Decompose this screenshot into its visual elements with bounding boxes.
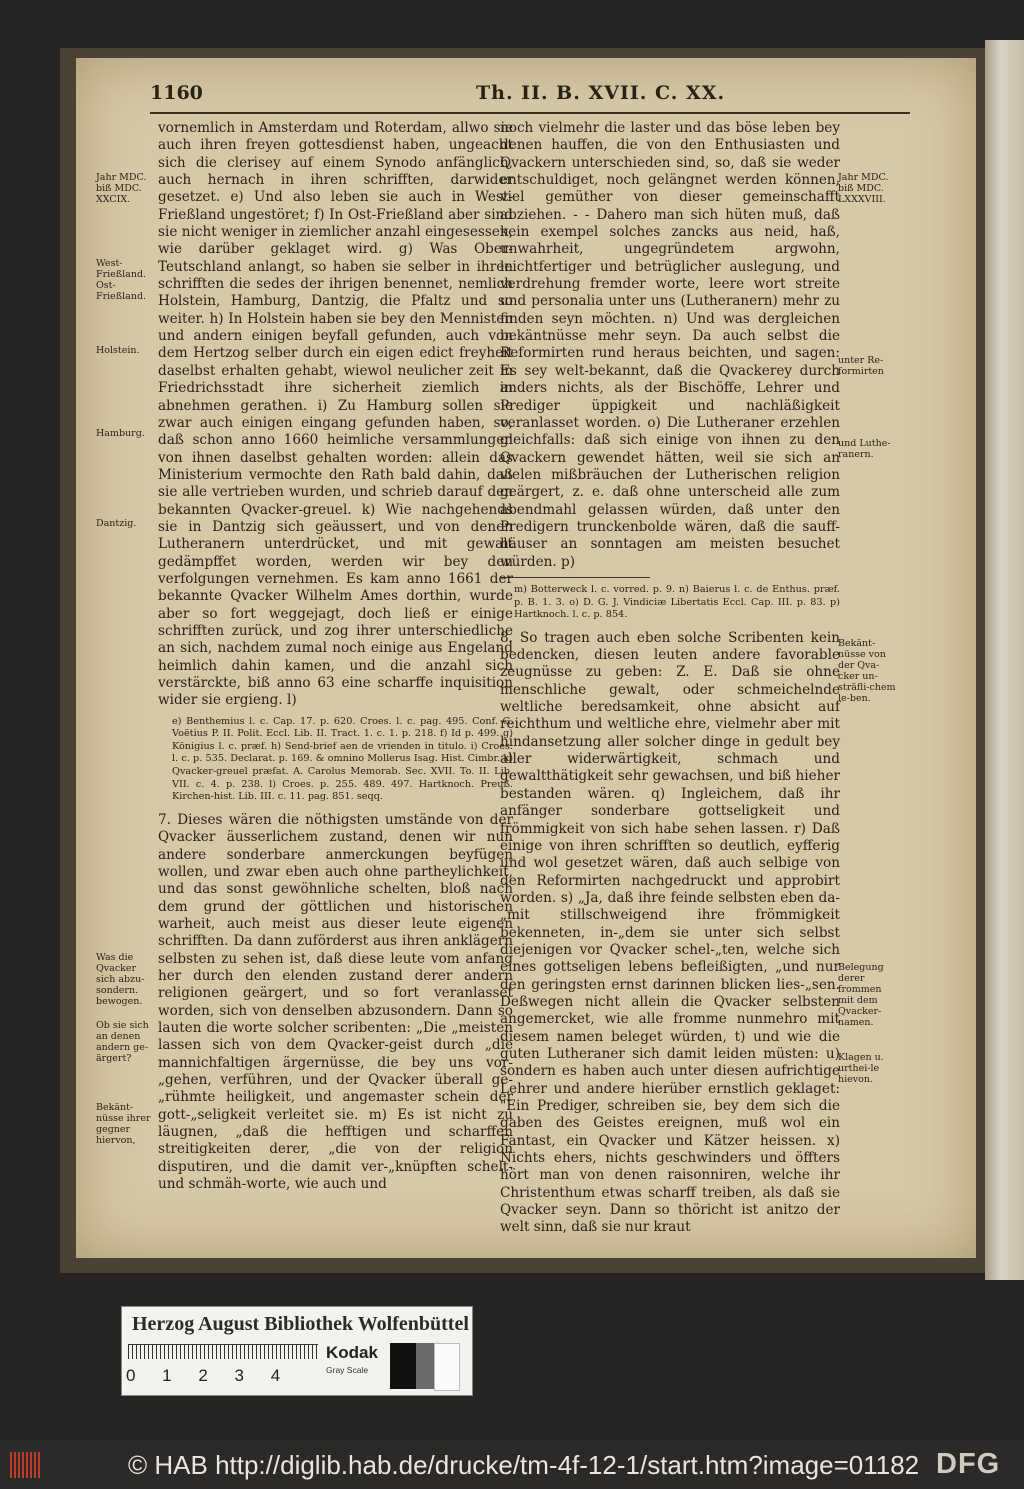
black-patch: [390, 1343, 416, 1389]
page-number: 1160: [150, 82, 203, 104]
white-patch: [434, 1343, 460, 1391]
margin-note-right: unter Re-formirten: [838, 355, 884, 377]
dfg-logo: DFG: [936, 1448, 1001, 1480]
gray-patch: [416, 1343, 434, 1389]
margin-note-right: und Luthe-ranern.: [838, 438, 891, 460]
margin-note-left: Was die Qvacker sich abzu-sondern. bewogen.: [96, 952, 145, 1007]
ruler-numbers: 0 1 2 3 4: [126, 1366, 281, 1385]
left-text-column: [158, 120, 513, 1193]
paragraph: 7. Dieses wären die nöthigsten umstände von der Qvacker äusserlichem zustand, denen wir nun andere sonderbare anmerckungen beyfügen wollen, und zwar eben auch ohne partheylichkeit, und das sonst gewöhnliche schelten, bloß nach dem grund der göttlichen und historischen warheit, auch meist aus dieser leute eigenen schrifften. Da dann zuförderst aus ihren anklägern selbsten zu sehen ist, daß diese leute vom anfang her durch den elenden zustand derer andern religionen geärgert, und so fort veranlasset worden, sich von denselben abzusondern. Dann so lauten die worte solcher scribenten: „Die „meisten lassen sich von dem Qvacker-geist durch „die mannichfaltigen ärgernüsse, die bey uns vor-„gehen, verführen, und der Qvacker überall ge-„rühmte heiligkeit, und angemaster schein der gott-„seligkeit verleitet sie. m) Es ist nicht zu läugnen, „daß die hefftigen und scharffen streitigkeiten derer, „die von der religion disputiren, und die damit ver-„knüpften schelt- und schmäh-worte, wie auch und: [158, 811, 513, 1193]
viewer-footer: [0, 1440, 1024, 1489]
margin-note-right: Belegung derer frommen mit dem Qvacker-namen.: [838, 962, 884, 1028]
library-name: Herzog August Bibliothek Wolfenbüttel: [132, 1313, 469, 1335]
footnote-block: m) Botterweck l. c. vorred. p. 9. n) Baierus l. c. de Enthus. præf. p. B. 1. 3. o) D. G. J. Vindiciæ Libertatis Eccl. Cap. III. p. 83. p) Hartknoch. l. c. p. 854.: [514, 583, 840, 621]
right-text-column: [500, 120, 840, 1237]
kodak-logo: Kodak: [326, 1343, 378, 1362]
paragraph: 8. So tragen auch eben solche Scribenten kein bedencken, diesen leuten andere favorable zeugnüsse zu geben: Z. E. Daß sie ohne menschliche gewalt, oder schmeichelnde weltliche beredsamkeit, ohne absicht auf reichthum und weltliche ehre, vielmehr aber mit hindansetzung aller solcher dinge in gedult bey aller widerwärtigkeit, schmach und gewaltthätigkeit sehr gewachsen, und biß hieher bestanden wären. q) Ingleichem, daß ihr anfänger sonderbare gottseligkeit und frömmigkeit von sich habe sehen lassen. r) Daß einige von ihren schrifften so deutlich, eyfferig und wol gesetzet wären, daß auch selbige von den Reformirten nachgedruckt und approbirt worden. s) „Ja, daß ihre feinde selbsten eben da-„mit stillschweigend ihre frömmigkeit bekenneten, in-„dem sie unter sich selbst diejenigen vor Qvacker schel-„ten, welche sich eines gottseligen lebens befleißigten, „und nur den geringsten ernst darinnen blicken lies-„sen. Deßwegen nicht allein die Qvacker selbsten angemercket, wie alle fromme nunmehro mit diesem namen beleget würden, t) und wie die guten Lutheraner sich damit leiden müsten: u) sondern es haben auch unter diesen aufrichtige Lehrer und andere hierüber ernstlich geklaget: "Ein Prediger, schreiben sie, bey dem sich die gaben des Geistes ereignen, muß wol ein Fantast, ein Qvacker und Kätzer heissen. x) Nichts ehers, nichts geschwinders und öffters hört man von denen raisonniren, welche ihr Christenthum etwas scharff treiben, als daß sie Qvacker seyn. Dann so thöricht ist anitzo der welt sinn, daß sie nur kraut: [500, 629, 840, 1236]
margin-note-right: Jahr MDC. biß MDC. LXXXVIII.: [838, 172, 889, 205]
margin-note-left: Bekänt-nüsse ihrer gegner hiervon,: [96, 1102, 151, 1146]
color-calibration-card: [121, 1306, 473, 1396]
footnote-block: e) Benthemius l. c. Cap. 17. p. 620. Croes. l. c. pag. 495. Conf. G. Voëtius P. II. Polit. Eccl. Lib. II. Tract. 1. c. 1. p. 218. f) Id p. 499. g) Königius l. c. præf. h) Send-brief aen de vrienden in titulo. i) Croes. l. c. p. 535. Declarat. p. 169. & omnino Mollerus Isag. Hist. Cimbr. k) Qvacker-greuel præfat. A. Carolus Memorab. Sec. XVII. To. II. Lib. VII. c. 4. p. 238. l) Croes. p. 255. 489. 497. Hartknoch. Preuß. Kirchen-hist. Lib. III. c. 11. pag. 851. seqq.: [172, 715, 513, 803]
margin-note-left: Hamburg.: [96, 428, 145, 439]
margin-note-left: Jahr MDC. biß MDC. XXCIX.: [96, 172, 147, 205]
barcode-icon: [10, 1452, 44, 1478]
header-rule: [150, 112, 910, 114]
ruler-ticks: [128, 1345, 318, 1359]
margin-note-left: Ob sie sich an denen andern ge-ärgert?: [96, 1020, 149, 1064]
running-head: [150, 82, 910, 112]
margin-note-left: Holstein.: [96, 345, 140, 356]
copyright-link[interactable]: © HAB http://diglib.hab.de/drucke/tm-4f-12-1/start.htm?image=01182: [128, 1450, 920, 1480]
margin-note-right: Klagen u. urthei-le hievon.: [838, 1052, 884, 1085]
section-heading: Th. II. B. XVII. C. XX.: [476, 82, 726, 104]
margin-note-left: Dantzig.: [96, 518, 137, 529]
gray-scale-label: Gray Scale: [326, 1365, 369, 1375]
margin-note-left: West-Frießland. Ost-Frießland.: [96, 258, 147, 302]
margin-note-right: Bekänt-nüsse von der Qva-cker un-sträfli-chem le-ben.: [838, 638, 896, 704]
adjacent-page-edge: [985, 40, 1024, 1280]
paragraph: noch vielmehr die laster und das böse leben bey denen hauffen, die von den Enthusiasten und Qvackern unterschieden sind, so, daß sie weder entschuldiget, noch gelängnet werden können, viel gemüther von dieser gemeinschafft abziehen. - - Dahero man sich hüten muß, daß kein exempel solches zancks aus neid, haß, unwahrheit, ungegründetem argwohn, leichtfertiger und betrüglicher auslegung, und verdrehung fremder worte, leere wort streite und personalia unter uns (Lutheranern) mehr zu finden seyn möchten. n) Und was dergleichen bekäntnüsse mehr seyn. Da auch selbst die Reformirten rund heraus beichten, und sagen: Es sey welt-bekannt, daß die Qvackerey durch anders nichts, als der Bischöffe, Lehrer und Prediger üppigkeit und nachläßigkeit veranlasset worden. o) Die Lutheraner erzehlen gleichfalls: daß sich einige von ihnen zu den Qvackern gewendet hätten, weil sie sich an vielen mißbräuchen der Lutherischen religion geärgert, z. e. daß ohne unterscheid alle zum abendmahl gelassen würden, daß unter den Predigern trunckenbolde wären, daß die sauff-häuser an sonntagen am meisten besuchet würden. p): [500, 120, 840, 570]
footnote-separator: [500, 577, 650, 578]
paragraph: vornemlich in Amsterdam und Roterdam, allwo sie auch ihren freyen gottesdienst haben, ungeacht sich die clerisey auf einem Synodo anfänglich, auch hernach in ihren schrifften, darwider gesetzet. e) Und also leben sie auch in West-Frießland ungestöret; f) In Ost-Frießland aber sind sie nicht weniger in ziemlicher anzahl eingesessen, wie darüber geklaget wird. g) Was Ober-Teutschland anlangt, so haben sie selber in ihren schrifften die sedes der ihrigen benennet, nemlich Holstein, Hamburg, Dantzig, die Pfaltz und so weiter. h) In Holstein haben sie bey den Mennisten und andern einigen beyfall gefunden, auch von dem Hertzog selber durch ein eigen edict freyheit daselbst erhalten gehabt, wiewol neulicher zeit in Friedrichsstadt ihre sicherheit ziemlich in abnehmen gerathen. i) Zu Hamburg sollen sie zwar auch einigen eingang gefunden haben, so, daß schon anno 1660 heimliche versammlungen von ihnen daselbst gehalten worden: allein das Ministerium vermochte den Rath bald dahin, daß sie alle vertrieben wurden, und schrieb darauf den bekannten Qvacker-greuel. k) Wie nachgehends sie in Dantzig sich geäussert, und von denen Lutheranern unterdrücket, und mit gewalt gedämpffet worden, werden wir bey den verfolgungen vernehmen. Es kam anno 1661 der bekannte Qvacker Wilhelm Ames dorthin, wurde aber so fort weggejagt, doch ließ er einige schrifften zurück, und zog ihrer unterschiedliche an sich, nachdem zumal noch einige aus Engeland heimlich dahin kamen, und die anzahl sich verstärckte, biß anno 63 eine scharffe inquisition wider sie ergieng. l): [158, 120, 513, 709]
